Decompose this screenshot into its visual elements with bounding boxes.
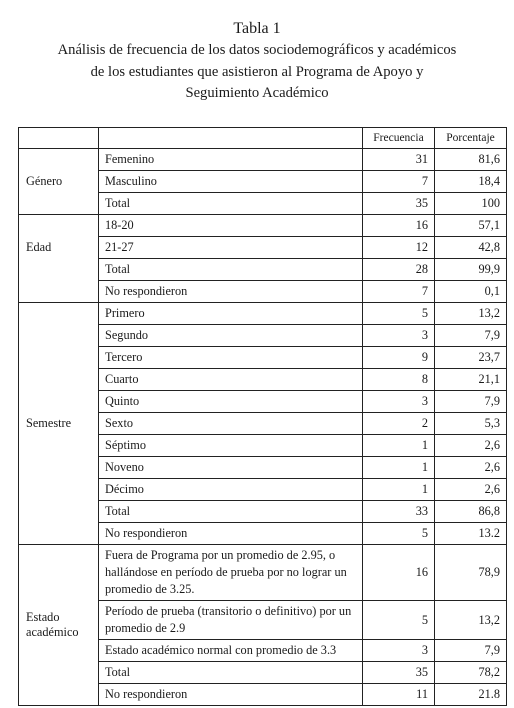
row-label: Masculino [99, 171, 363, 193]
category-spacer [19, 281, 99, 303]
row-label: No respondieron [99, 684, 363, 706]
row-percentage: 5,3 [435, 413, 507, 435]
row-frequency: 7 [363, 281, 435, 303]
row-percentage: 42,8 [435, 237, 507, 259]
row-label: Noveno [99, 457, 363, 479]
row-frequency: 1 [363, 435, 435, 457]
row-label: Total [99, 662, 363, 684]
row-percentage: 21,1 [435, 369, 507, 391]
header-row [19, 128, 507, 149]
row-frequency: 1 [363, 457, 435, 479]
row-frequency: 2 [363, 413, 435, 435]
row-label: Tercero [99, 347, 363, 369]
row-frequency: 8 [363, 369, 435, 391]
row-percentage: 100 [435, 193, 507, 215]
row-percentage: 18,4 [435, 171, 507, 193]
row-label: No respondieron [99, 523, 363, 545]
table-caption [0, 18, 514, 105]
table-subtitle-line-3: Seguimiento Académico [185, 85, 329, 101]
category-semestre: Semestre [19, 303, 99, 545]
row-label: Fuera de Programa por un promedio de 2.95, o hallándose en período de prueba por no lograr un promedio de 3.25. [99, 545, 363, 601]
table-row [19, 303, 507, 325]
row-label: No respondieron [99, 281, 363, 303]
row-label: Décimo [99, 479, 363, 501]
row-percentage: 99,9 [435, 259, 507, 281]
row-frequency: 9 [363, 347, 435, 369]
row-percentage: 23,7 [435, 347, 507, 369]
row-frequency: 16 [363, 545, 435, 601]
frequency-table [18, 127, 507, 706]
row-frequency: 3 [363, 391, 435, 413]
row-percentage: 0,1 [435, 281, 507, 303]
row-frequency: 1 [363, 479, 435, 501]
row-percentage: 2,6 [435, 457, 507, 479]
row-frequency: 28 [363, 259, 435, 281]
row-frequency: 33 [363, 501, 435, 523]
row-frequency: 5 [363, 601, 435, 640]
row-percentage: 2,6 [435, 479, 507, 501]
row-percentage: 86,8 [435, 501, 507, 523]
row-percentage: 13,2 [435, 601, 507, 640]
row-label: Femenino [99, 149, 363, 171]
row-frequency: 7 [363, 171, 435, 193]
header-frequency: Frecuencia [363, 128, 435, 149]
row-label: Sexto [99, 413, 363, 435]
row-percentage: 78,2 [435, 662, 507, 684]
row-label: Primero [99, 303, 363, 325]
row-frequency: 11 [363, 684, 435, 706]
table-row [19, 149, 507, 171]
category-edad: Edad [19, 215, 99, 281]
row-frequency: 31 [363, 149, 435, 171]
table-row [19, 281, 507, 303]
row-percentage: 7,9 [435, 640, 507, 662]
category-genero: Género [19, 149, 99, 215]
row-frequency: 35 [363, 662, 435, 684]
row-label: Quinto [99, 391, 363, 413]
table-title: Tabla 1 [233, 20, 281, 37]
row-frequency: 3 [363, 640, 435, 662]
row-percentage: 13,2 [435, 303, 507, 325]
row-percentage: 13.2 [435, 523, 507, 545]
row-percentage: 2,6 [435, 435, 507, 457]
row-frequency: 3 [363, 325, 435, 347]
row-label: 18-20 [99, 215, 363, 237]
header-percentage: Porcentaje [435, 128, 507, 149]
row-percentage: 81,6 [435, 149, 507, 171]
row-percentage: 7,9 [435, 391, 507, 413]
header-item [99, 128, 363, 149]
row-label: Séptimo [99, 435, 363, 457]
row-frequency: 5 [363, 523, 435, 545]
row-frequency: 5 [363, 303, 435, 325]
table-subtitle-line-2: de los estudiantes que asistieron al Programa de Apoyo y [90, 63, 424, 80]
row-frequency: 35 [363, 193, 435, 215]
table-row [19, 545, 507, 601]
row-label: Total [99, 193, 363, 215]
row-frequency: 16 [363, 215, 435, 237]
row-percentage: 57,1 [435, 215, 507, 237]
row-label: Estado académico normal con promedio de 3.3 [99, 640, 363, 662]
category-estado-academico: Estado académico [19, 545, 99, 706]
row-percentage: 7,9 [435, 325, 507, 347]
row-label: Segundo [99, 325, 363, 347]
row-frequency: 12 [363, 237, 435, 259]
row-label: 21-27 [99, 237, 363, 259]
row-percentage: 78,9 [435, 545, 507, 601]
table-subtitle-line-1: Análisis de frecuencia de los datos sociodemográficos y académicos [57, 42, 457, 58]
row-label: Cuarto [99, 369, 363, 391]
row-label: Total [99, 501, 363, 523]
row-label: Período de prueba (transitorio o definitivo) por un promedio de 2.9 [99, 601, 363, 640]
row-label: Total [99, 259, 363, 281]
header-category [19, 128, 99, 149]
row-percentage: 21.8 [435, 684, 507, 706]
table-row [19, 215, 507, 237]
